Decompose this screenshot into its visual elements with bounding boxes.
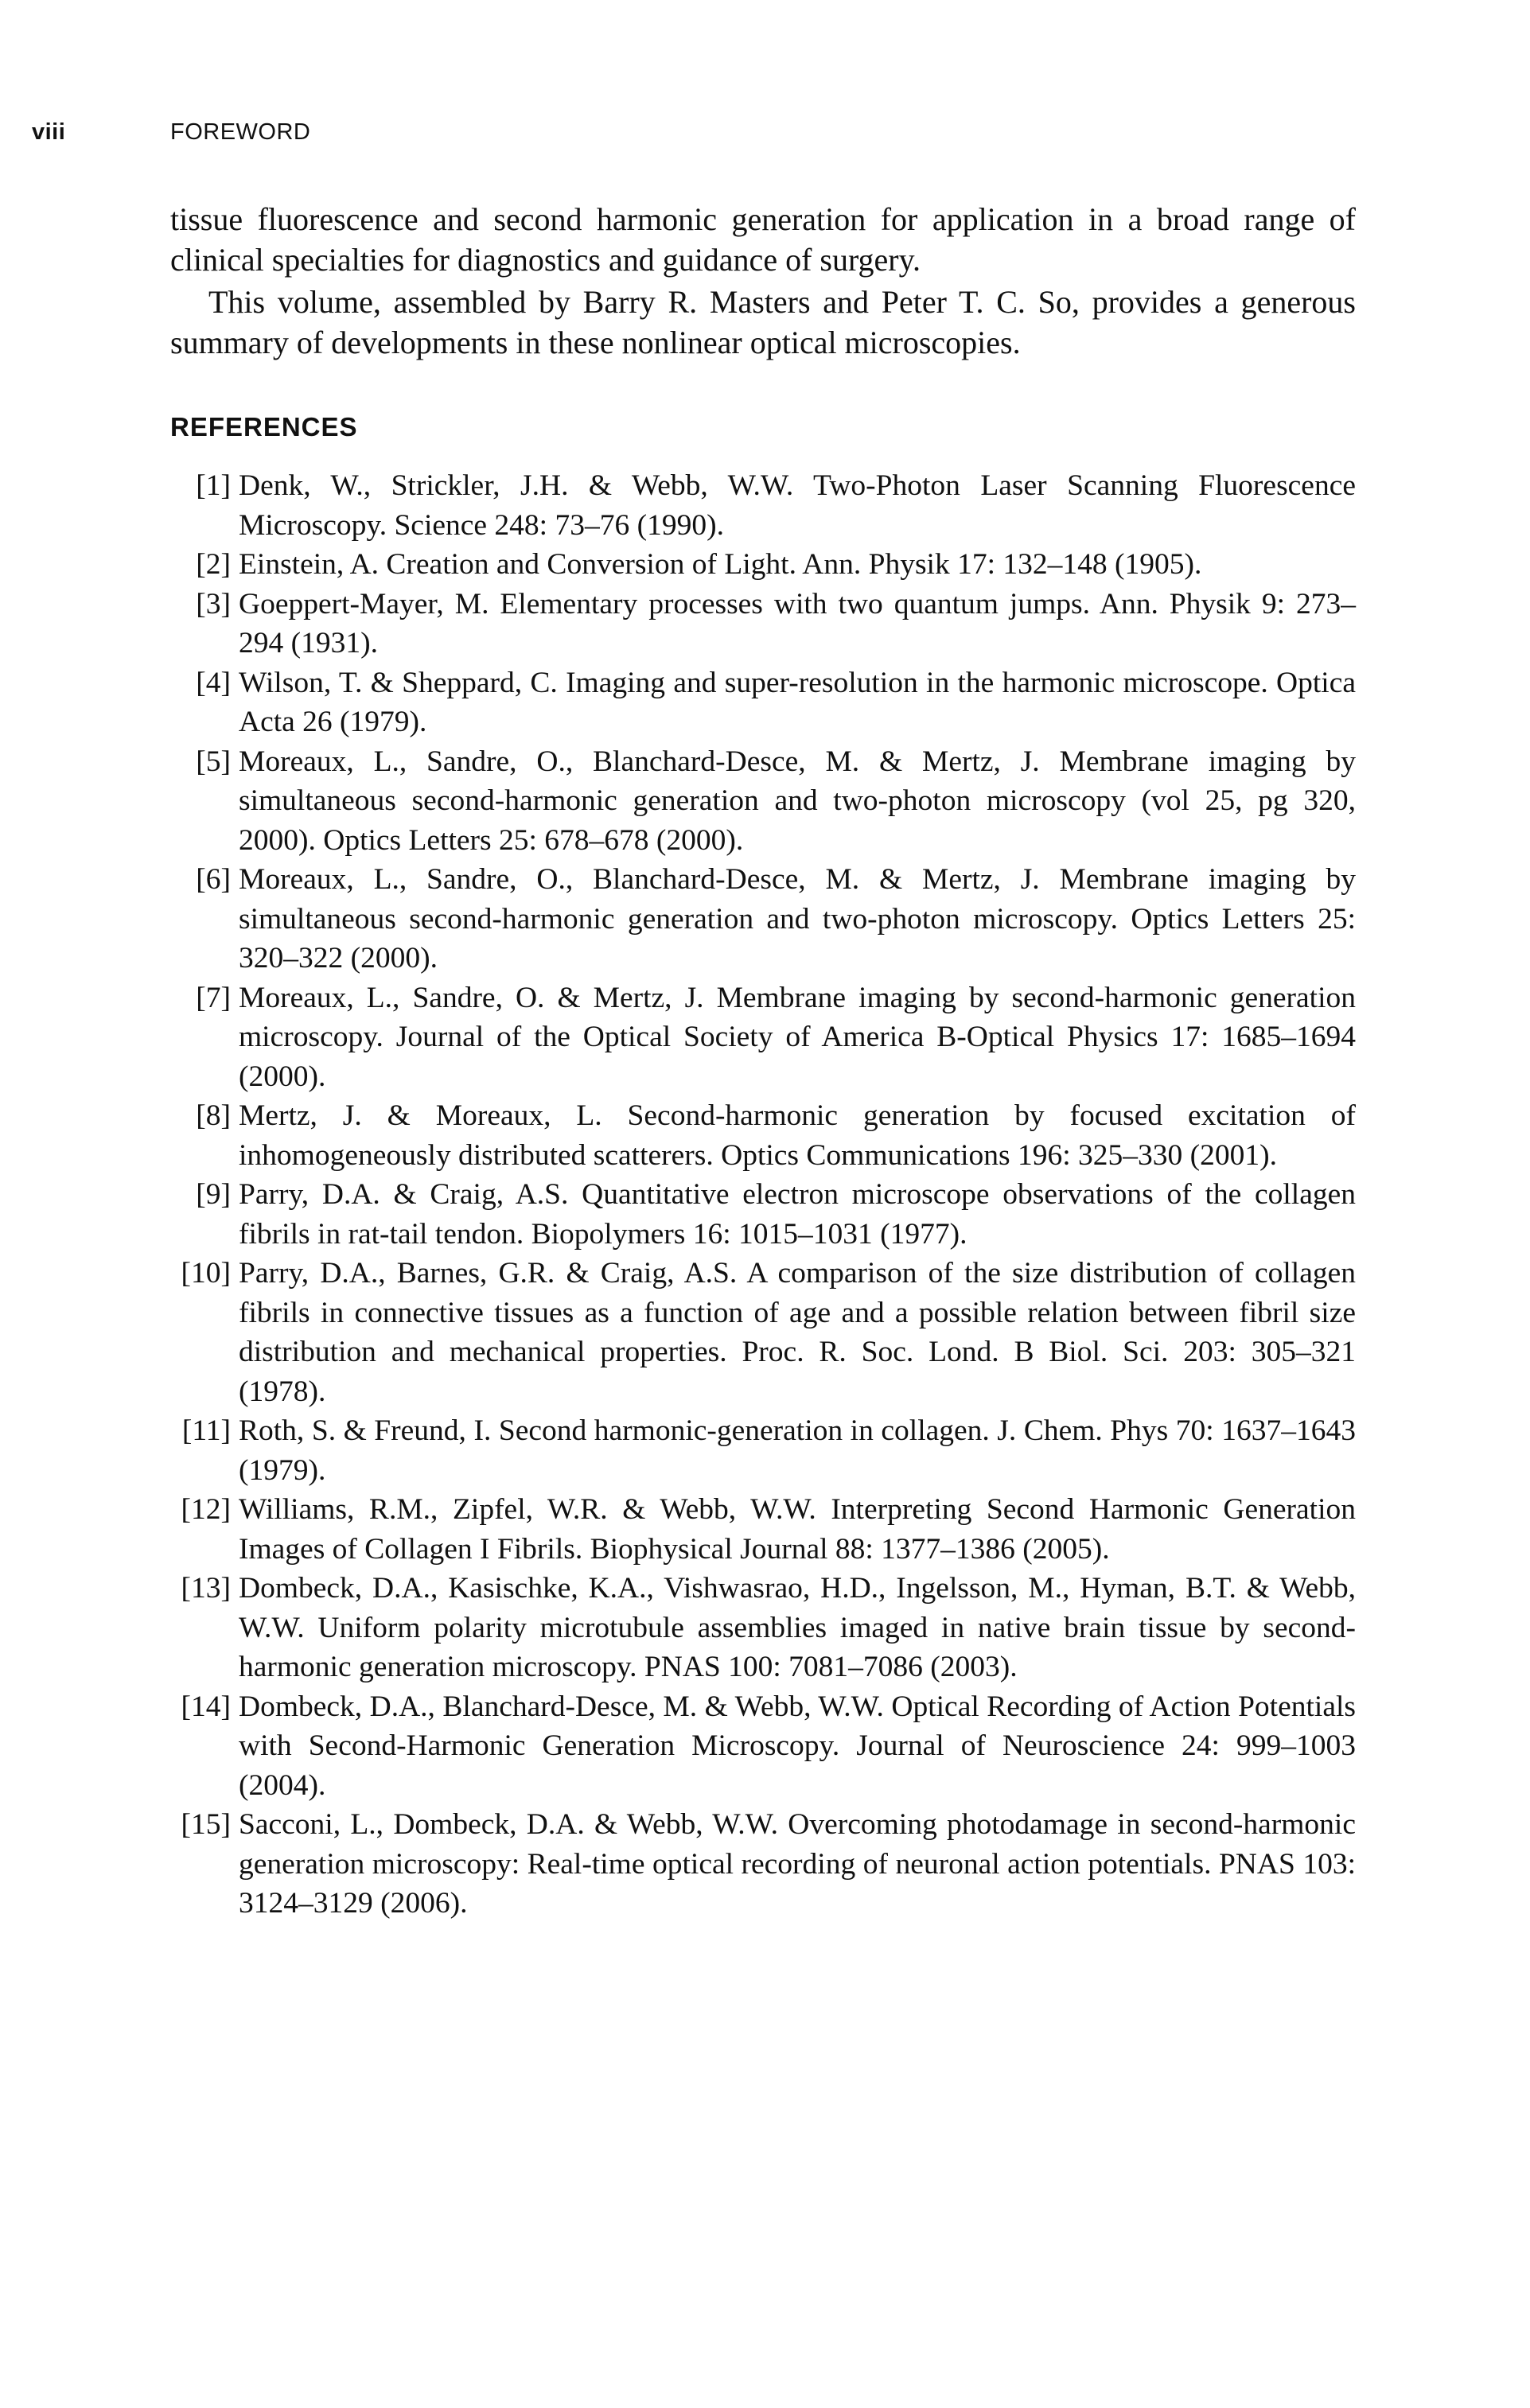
reference-item xyxy=(170,1569,1356,1687)
reference-item xyxy=(170,860,1356,978)
reference-number: [12] xyxy=(181,1493,231,1526)
references-heading: REFERENCES xyxy=(170,412,358,442)
reference-text: Denk, W., Strickler, J.H. & Webb, W.W. Two-Photon Laser Scanning Fluorescence Microscopy. Science 248: 73–76 (1990). xyxy=(239,469,1356,542)
reference-item xyxy=(170,585,1356,663)
reference-number: [2] xyxy=(196,548,231,581)
reference-text: Moreaux, L., Sandre, O., Blanchard-Desce, M. & Mertz, J. Membrane imaging by simultaneous second-harmonic generation and two-photon microscopy (vol 25, pg 320, 2000). Optics Letters 25: 678–678 (2000). xyxy=(239,745,1356,857)
reference-text: Moreaux, L., Sandre, O., Blanchard-Desce, M. & Mertz, J. Membrane imaging by simultaneous second-harmonic generation and two-photon microscopy. Optics Letters 25: 320–322 (2000). xyxy=(239,863,1356,974)
reference-text: Mertz, J. & Moreaux, L. Second-harmonic generation by focused excitation of inhomogeneously distributed scatterers. Optics Communications 196: 325–330 (2001). xyxy=(239,1099,1356,1172)
reference-item xyxy=(170,663,1356,742)
reference-number: [15] xyxy=(181,1808,231,1841)
reference-item xyxy=(170,1096,1356,1175)
reference-number: [7] xyxy=(196,981,231,1014)
reference-text: Parry, D.A., Barnes, G.R. & Craig, A.S. A comparison of the size distribution of collagen fibrils in connective tissues as a function of age and a possible relation between fibril size distribution and mechanical properties. Proc. R. Soc. Lond. B Biol. Sci. 203: 305–321 (1978). xyxy=(239,1257,1356,1408)
reference-text: Dombeck, D.A., Kasischke, K.A., Vishwasrao, H.D., Ingelsson, M., Hyman, B.T. & Webb, W.W. Uniform polarity microtubule assemblies imaged in native brain tissue by second-harmonic generation microscopy. PNAS 100: 7081–7086 (2003). xyxy=(239,1572,1356,1683)
reference-number: [1] xyxy=(196,469,231,502)
body-paragraph: This volume, assembled by Barry R. Masters and Peter T. C. So, provides a generous summary of developments in these nonlinear optical microscopies. xyxy=(170,284,1356,360)
reference-number: [10] xyxy=(181,1257,231,1290)
reference-number: [8] xyxy=(196,1099,231,1132)
reference-number: [3] xyxy=(196,587,231,620)
reference-item xyxy=(170,1805,1356,1924)
reference-number: [13] xyxy=(181,1572,231,1605)
reference-number: [4] xyxy=(196,666,231,699)
running-title: FOREWORD xyxy=(170,119,311,145)
reference-number: [6] xyxy=(196,863,231,896)
page-content xyxy=(170,199,1356,1924)
reference-text: Wilson, T. & Sheppard, C. Imaging and super-resolution in the harmonic microscope. Optica Acta 26 (1979). xyxy=(239,666,1356,738)
reference-number: [5] xyxy=(196,745,231,778)
reference-text: Einstein, A. Creation and Conversion of Light. Ann. Physik 17: 132–148 (1905). xyxy=(239,548,1202,581)
reference-number: [14] xyxy=(181,1690,231,1723)
page-number: viii xyxy=(32,119,66,145)
reference-item xyxy=(170,545,1356,585)
reference-text: Williams, R.M., Zipfel, W.R. & Webb, W.W. Interpreting Second Harmonic Generation Images of Collagen I Fibrils. Biophysical Journal 88: 1377–1386 (2005). xyxy=(239,1493,1356,1566)
reference-text: Sacconi, L., Dombeck, D.A. & Webb, W.W. Overcoming photodamage in second-harmonic generation microscopy: Real-time optical recording of neuronal action potentials. PNAS 103: 3124–3129 (2006). xyxy=(239,1808,1356,1920)
reference-text: Dombeck, D.A., Blanchard-Desce, M. & Webb, W.W. Optical Recording of Action Potentials with Second-Harmonic Generation Microscopy. Journal of Neuroscience 24: 999–1003 (2004). xyxy=(239,1690,1356,1802)
reference-item xyxy=(170,1254,1356,1411)
reference-item xyxy=(170,1175,1356,1254)
reference-number: [9] xyxy=(196,1178,231,1211)
references-list xyxy=(170,466,1356,1924)
reference-item xyxy=(170,978,1356,1097)
reference-item xyxy=(170,742,1356,861)
body-paragraph-continued: tissue fluorescence and second harmonic generation for application in a broad range of clinical specialties for diagnostics and guidance of surgery. xyxy=(170,201,1356,278)
reference-number: [11] xyxy=(181,1414,231,1447)
reference-text: Goeppert-Mayer, M. Elementary processes with two quantum jumps. Ann. Physik 9: 273–294 (1931). xyxy=(239,587,1356,659)
reference-text: Roth, S. & Freund, I. Second harmonic-generation in collagen. J. Chem. Phys 70: 1637–1643 (1979). xyxy=(239,1414,1356,1487)
reference-item xyxy=(170,1687,1356,1806)
reference-text: Moreaux, L., Sandre, O. & Mertz, J. Membrane imaging by second-harmonic generation microscopy. Journal of the Optical Society of America B-Optical Physics 17: 1685–1694 (2000). xyxy=(239,981,1356,1093)
reference-item xyxy=(170,466,1356,545)
reference-text: Parry, D.A. & Craig, A.S. Quantitative electron microscope observations of the collagen fibrils in rat-tail tendon. Biopolymers 16: 1015–1031 (1977). xyxy=(239,1178,1356,1251)
reference-item xyxy=(170,1411,1356,1490)
reference-item xyxy=(170,1490,1356,1569)
